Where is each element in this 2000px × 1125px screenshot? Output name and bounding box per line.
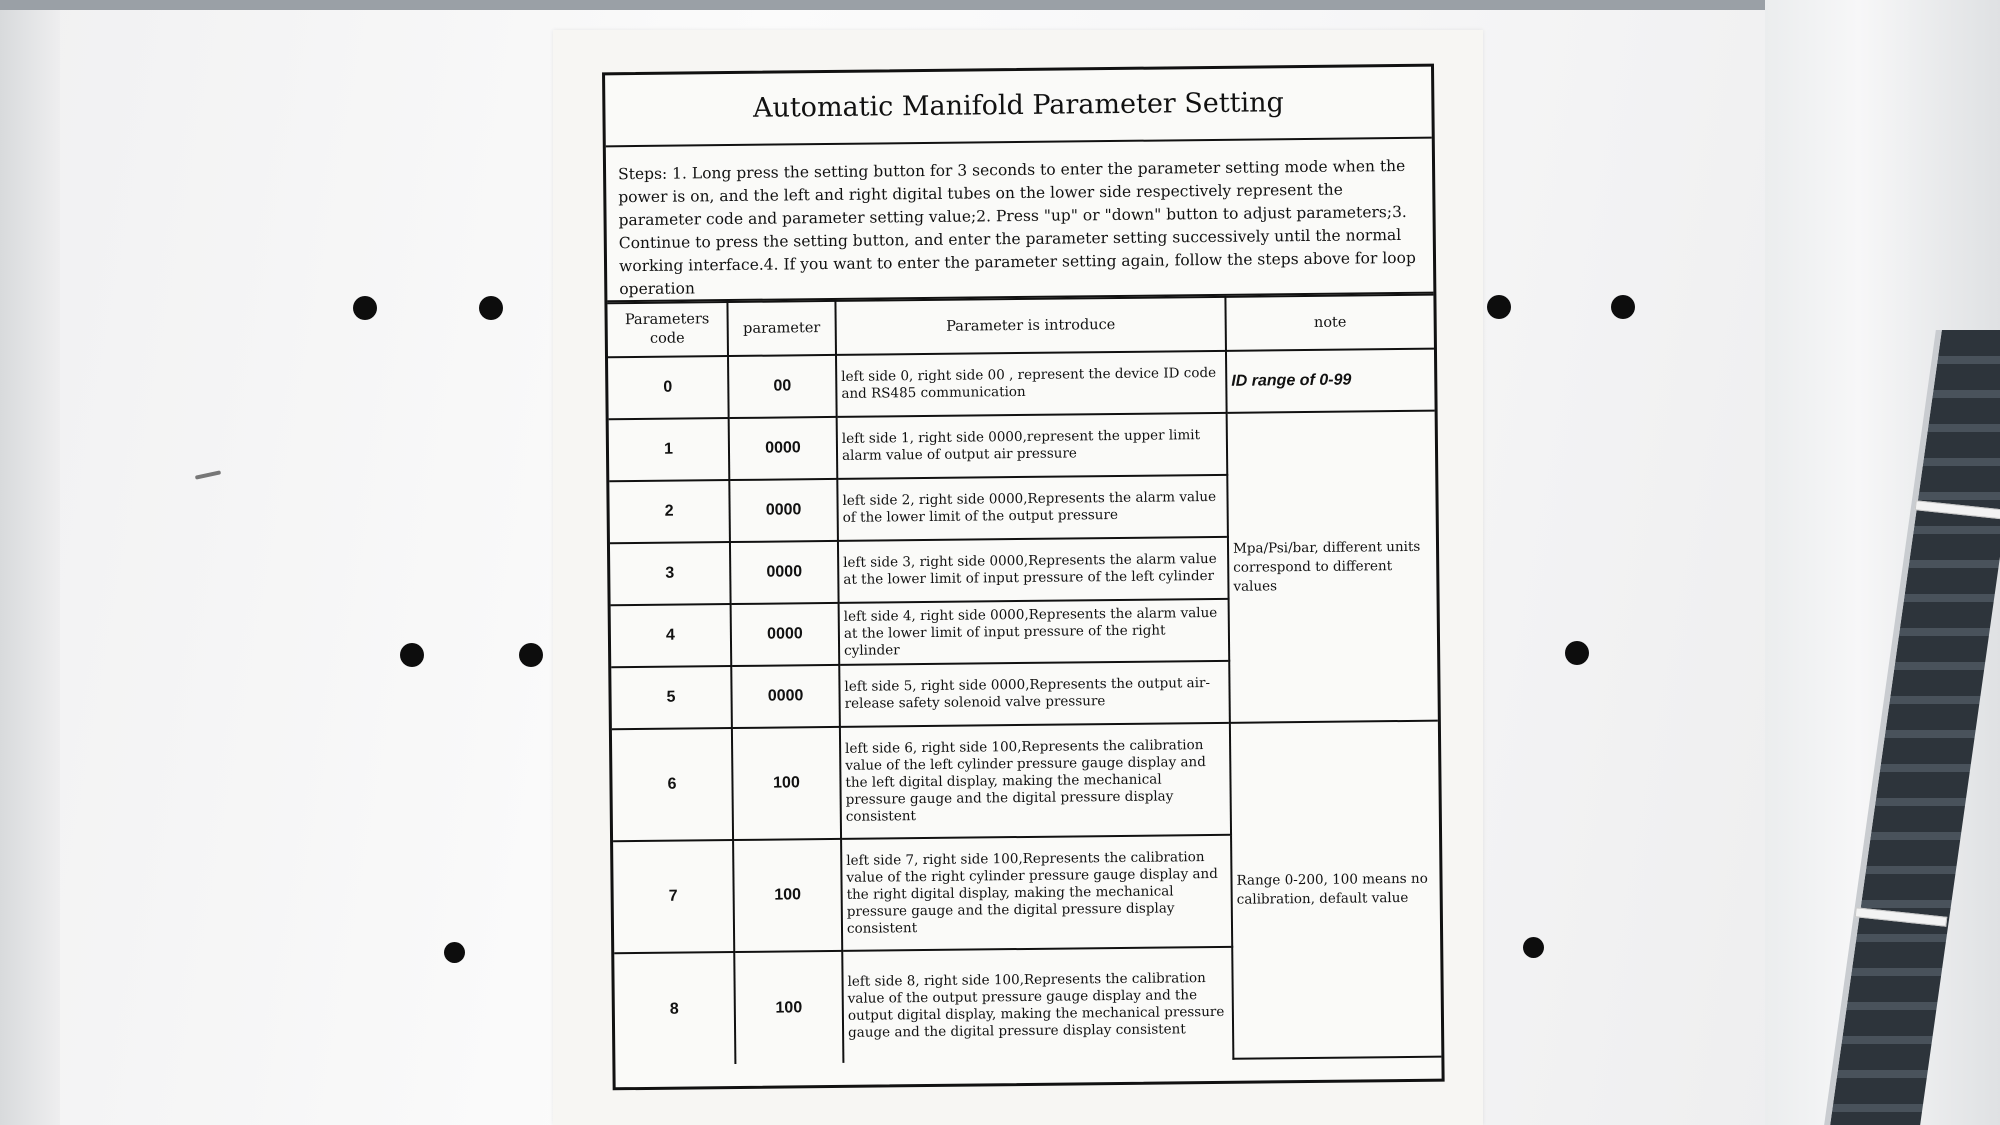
mounting-hole xyxy=(479,296,503,320)
table-row xyxy=(608,349,1435,420)
param-value: 0000 xyxy=(731,603,840,666)
mounting-hole xyxy=(444,942,465,963)
top-edge xyxy=(0,0,2000,10)
param-description: left side 0, right side 00 , represent the device ID code and RS485 communication xyxy=(836,351,1227,417)
instruction-steps: Steps: 1. Long press the setting button for 3 seconds to enter the parameter setting mode when the power is on, and the left and right digital tubes on the lower side respectively represent the parameter code and parameter setting value;2. Press "up" or "down" button to adjust parameters;3. Continue to press the setting button, and enter the parameter setting successively until the normal working interface.4. If you want to enter the parameter setting again, follow the steps above for loop operation xyxy=(606,139,1434,303)
table-row xyxy=(612,721,1439,842)
param-description: left side 5, right side 0000,Represents the output air-release safety solenoid valve pressure xyxy=(839,661,1230,727)
param-value: 100 xyxy=(734,951,843,1064)
note-range: Range 0-200, 100 means no calibration, default value xyxy=(1230,721,1442,1059)
param-code: 0 xyxy=(608,356,729,419)
table-header-row xyxy=(607,295,1434,358)
param-code: 1 xyxy=(609,418,730,481)
table-row xyxy=(609,411,1436,482)
note-units: Mpa/Psi/bar, different units correspond to different values xyxy=(1227,411,1438,723)
param-code: 7 xyxy=(613,840,734,953)
mounting-hole xyxy=(1565,641,1589,665)
mounting-hole xyxy=(1487,295,1511,319)
mounting-hole xyxy=(353,296,377,320)
mounting-hole xyxy=(1611,295,1635,319)
param-value: 0000 xyxy=(730,541,839,604)
param-description: left side 8, right side 100,Represents the calibration value of the output pressure gauge display and the output digital display, making the mechanical pressure gauge and the digital pressure display consistent xyxy=(842,947,1233,1063)
panel-edge-shadow xyxy=(0,0,60,1125)
param-description: left side 1, right side 0000,represent the upper limit alarm value of output air pressure xyxy=(837,413,1228,479)
header-introduce: Parameter is introduce xyxy=(835,297,1226,355)
param-code: 2 xyxy=(609,480,730,543)
parameter-label-card xyxy=(602,64,1445,1091)
header-note: note xyxy=(1225,295,1434,351)
param-code: 8 xyxy=(614,952,735,1065)
param-description: left side 4, right side 0000,Represents the alarm value at the lower limit of input pressure of the right cylinder xyxy=(839,599,1230,665)
parameter-table xyxy=(607,294,1441,1067)
mounting-hole xyxy=(1523,937,1544,958)
header-parameter: parameter xyxy=(727,301,836,356)
param-description: left side 3, right side 0000,Represents the alarm value at the lower limit of input pressure of the left cylinder xyxy=(838,537,1229,603)
param-code: 4 xyxy=(611,604,732,667)
param-value: 0000 xyxy=(731,665,840,728)
param-value: 100 xyxy=(732,727,841,840)
param-value: 0000 xyxy=(729,479,838,542)
param-code: 3 xyxy=(610,542,731,605)
param-description: left side 7, right side 100,Represents the calibration value of the right cylinder pressure gauge display and the right digital display, making the mechanical pressure gauge and the digital pressure display consistent xyxy=(841,835,1232,951)
label-title: Automatic Manifold Parameter Setting xyxy=(605,67,1432,148)
param-code: 5 xyxy=(611,666,732,729)
param-value: 0000 xyxy=(729,417,838,480)
param-code: 6 xyxy=(612,728,733,841)
param-value: 100 xyxy=(733,839,842,952)
param-description: left side 6, right side 100,Represents the calibration value of the left cylinder pressure gauge display and the left digital display, making the mechanical pressure gauge and the digital pressure display consistent xyxy=(840,723,1231,839)
mounting-hole xyxy=(400,643,424,667)
note-id-range: ID range of 0-99 xyxy=(1226,349,1435,413)
mounting-hole xyxy=(519,643,543,667)
param-value: 00 xyxy=(728,355,837,418)
header-code: Parameters code xyxy=(607,302,728,357)
param-description: left side 2, right side 0000,Represents the alarm value of the lower limit of the output pressure xyxy=(837,475,1228,541)
